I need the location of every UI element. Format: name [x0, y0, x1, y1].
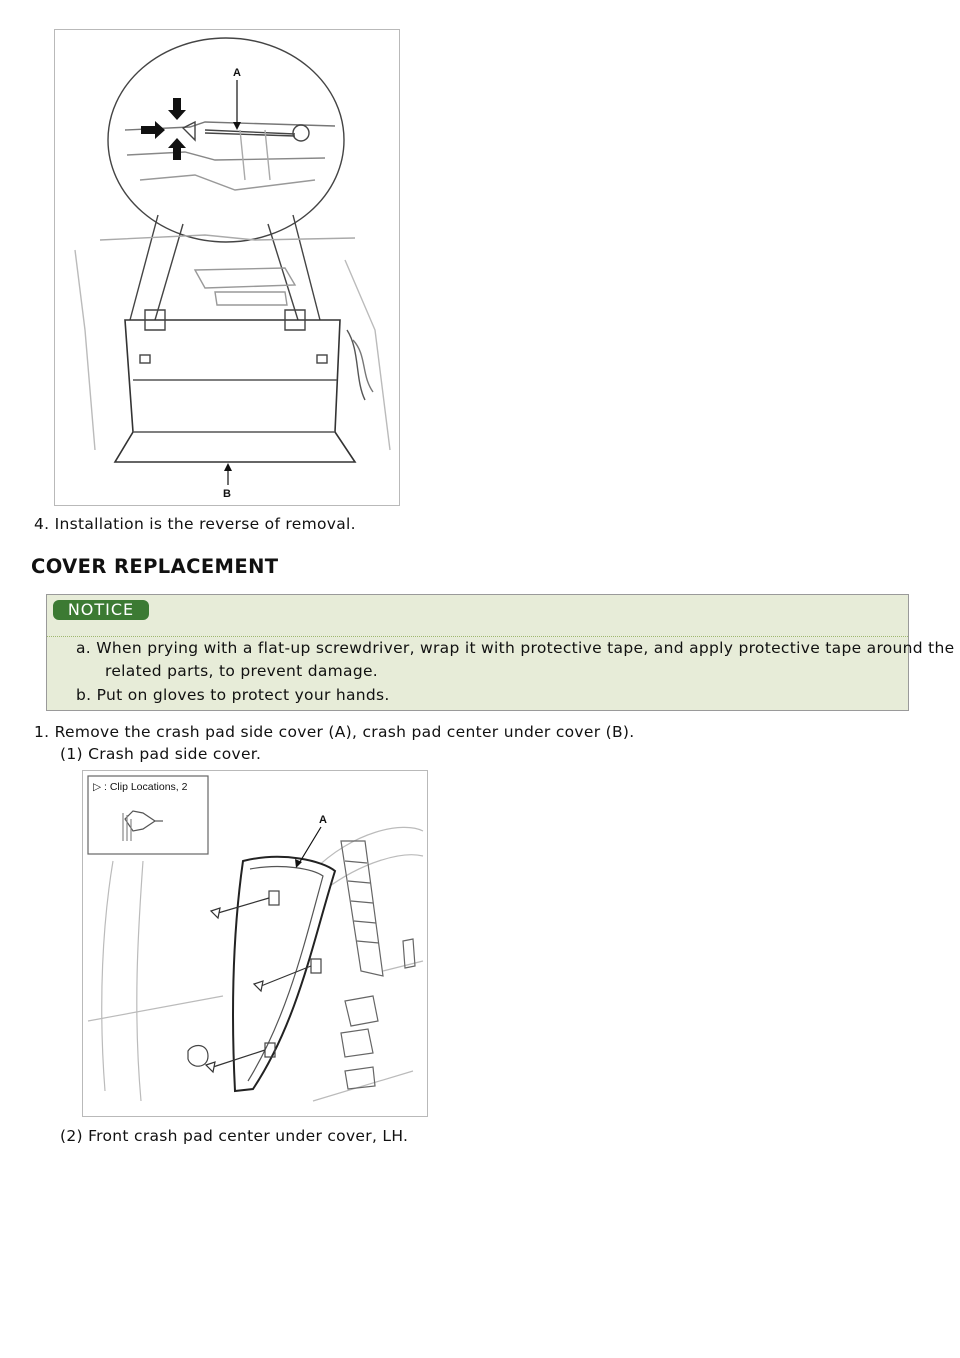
- figure2-label-a: A: [319, 814, 327, 826]
- glove-box-diagram: [55, 30, 399, 505]
- step-1-number: 1.: [34, 723, 50, 741]
- step-4-text: Installation is the reverse of removal.: [54, 515, 356, 533]
- figure1-label-a: A: [233, 67, 241, 79]
- detail-magnifier: [108, 38, 344, 242]
- notice-item-a-line1: When prying with a flat-up screwdriver, wrap it with protective tape, and apply protective tape around the: [96, 639, 955, 657]
- notice-label: NOTICE: [53, 600, 149, 620]
- arrow-down-icon: [168, 98, 186, 120]
- arrow-right-icon: [141, 121, 165, 139]
- notice-item-b-text: Put on gloves to protect your hands.: [96, 686, 390, 704]
- figure1-label-b: B: [223, 488, 231, 500]
- notice-item-a-line2: related parts, to prevent damage.: [105, 662, 379, 680]
- glove-box-outline: [115, 320, 355, 462]
- step-4: [34, 515, 356, 533]
- notice-item-b: [76, 686, 390, 704]
- step-1-text: Remove the crash pad side cover (A), crash pad center under cover (B).: [54, 723, 635, 741]
- step-1: [34, 723, 635, 741]
- side-cover-figure: [82, 770, 428, 1117]
- notice-item-b-marker: b.: [76, 686, 92, 704]
- notice-box: [46, 594, 955, 711]
- arrow-up-icon: [168, 138, 186, 160]
- notice-divider: [47, 636, 908, 637]
- inset-clip-label: ▷ : Clip Locations, 2: [93, 781, 188, 793]
- substep-2: (2) Front crash pad center under cover, LH.: [60, 1127, 409, 1145]
- side-cover-diagram: [83, 771, 427, 1116]
- notice-item-a-marker: a.: [76, 639, 92, 657]
- notice-item-a: [76, 639, 955, 657]
- section-heading: COVER REPLACEMENT: [31, 555, 279, 578]
- glove-box-figure: [54, 29, 400, 506]
- substep-1: (1) Crash pad side cover.: [60, 745, 262, 763]
- step-4-number: 4.: [34, 515, 50, 533]
